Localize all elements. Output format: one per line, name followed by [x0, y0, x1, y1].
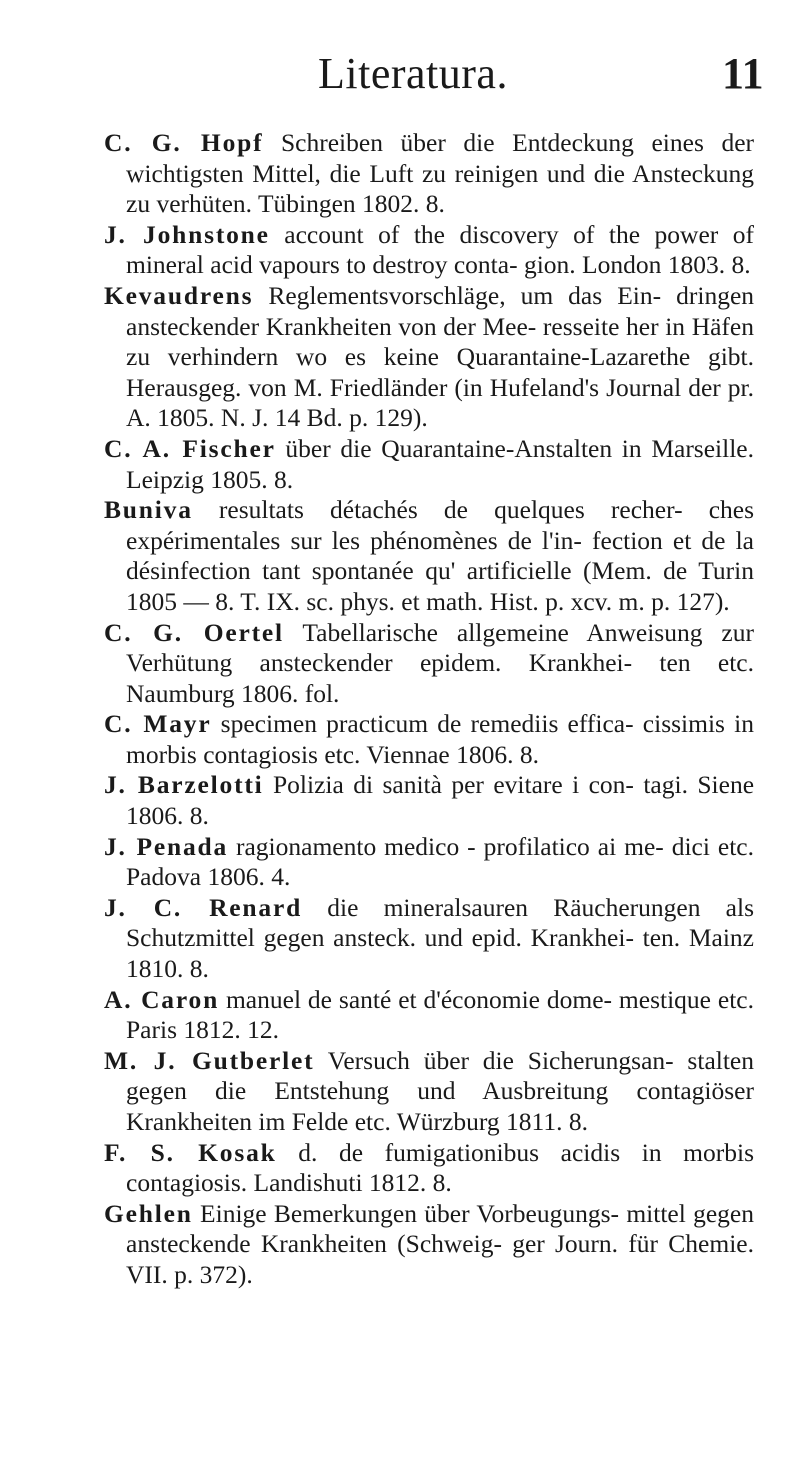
bibliography-entry — [104, 893, 754, 985]
entry-author: C. Mayr — [104, 709, 212, 739]
entry-author: C. A. Fischer — [104, 433, 276, 463]
entry-text: resultats détachés de quelques recher- ches expérimentales sur les phénomènes de l'in- fection et de la désinfection tant spontanée qu' artificielle (Mem. de Turin 1805 — 8. T. IX. sc. phys. et math. Hist. p. xcv. m. p. 127). — [126, 495, 755, 616]
bibliography-entry — [104, 128, 754, 220]
bibliography-entry — [104, 618, 754, 710]
entry-text: Polizia di sanità per evitare i con- tagi. Siene 1806. 8. — [126, 770, 755, 831]
entry-text: Reglementsvorschläge, um das Ein- dringen ansteckender Krankheiten von der Mee- resseite her in Häfen zu verhindern wo es keine Quarantaine-Lazarethe gibt. Herausgeg. von M. Friedländer (in Hufeland's Journal der pr. A. 1805. N. J. 14 Bd. p. 129). — [126, 280, 755, 433]
bibliography-entry — [104, 434, 754, 495]
entry-author: A. Caron — [104, 984, 220, 1014]
bibliography-list — [104, 128, 754, 1291]
bibliography-entry — [104, 1046, 754, 1138]
entry-text: Schreiben über die Entdeckung eines der wichtigsten Mittel, die Luft zu reinigen und die Ansteckung zu verhüten. Tübingen 1802. 8. — [126, 128, 755, 219]
page-number: 11 — [722, 49, 764, 98]
entry-text: die mineralsauren Räucherungen als Schutzmittel gegen ansteck. und epid. Krankhei- ten. Mainz 1810. 8. — [126, 892, 754, 984]
entry-author: J. Barzelotti — [104, 770, 264, 800]
entry-text: account of the discovery of the power of mineral acid vapours to destroy conta- gion. London 1803. 8. — [126, 219, 754, 280]
entry-text: d. de fumigationibus acidis in morbis contagiosis. Landishuti 1812. 8. — [126, 1137, 755, 1198]
entry-text: manuel de santé et d'économie dome- mestique etc. Paris 1812. 12. — [126, 984, 754, 1045]
page-header — [0, 48, 800, 108]
entry-author: M. J. Gutberlet — [104, 1045, 315, 1075]
entry-author: Gehlen — [104, 1198, 193, 1228]
entry-text: über die Quarantaine-Anstalten in Marseille. Leipzig 1805. 8. — [126, 433, 754, 494]
entry-author: J. C. Renard — [104, 892, 303, 922]
entry-text: Versuch über die Sicherungsan- stalten gegen die Entstehung und Ausbreitung contagiöser Krankheiten im Felde etc. Würzburg 1811. 8. — [126, 1045, 755, 1136]
entry-author: Buniva — [104, 495, 193, 525]
entry-author: F. S. Kosak — [104, 1137, 277, 1167]
entry-text: Einige Bemerkungen über Vorbeugungs- mittel gegen ansteckende Krankheiten (Schweig- ger Journ. für Chemie. VII. p. 372). — [126, 1198, 755, 1289]
bibliography-entry — [104, 220, 754, 281]
bibliography-entry — [104, 985, 754, 1046]
bibliography-entry — [104, 709, 754, 770]
bibliography-entry — [104, 770, 754, 831]
entry-text: Tabellarische allgemeine Anweisung zur Verhütung ansteckender epidem. Krankhei- ten etc. Naumburg 1806. fol. — [126, 617, 754, 708]
bibliography-entry — [104, 495, 754, 617]
entry-author: Kevaudrens — [104, 280, 254, 310]
entry-author: C. G. Oertel — [104, 617, 284, 647]
bibliography-entry — [104, 832, 754, 893]
bibliography-entry — [104, 281, 754, 434]
bibliography-entry — [104, 1199, 754, 1291]
bibliography-entry — [104, 1138, 754, 1199]
entry-author: J. Penada — [104, 831, 229, 861]
entry-author: C. G. Hopf — [104, 128, 264, 157]
entry-author: J. Johnstone — [104, 219, 270, 249]
entry-text: ragionamento medico - profilatico ai me- dici etc. Padova 1806. 4. — [126, 831, 754, 892]
running-title: Literatura. — [318, 49, 508, 98]
entry-text: specimen practicum de remediis effica- cissimis in morbis contagiosis etc. Viennae 1806. 8. — [126, 709, 755, 769]
